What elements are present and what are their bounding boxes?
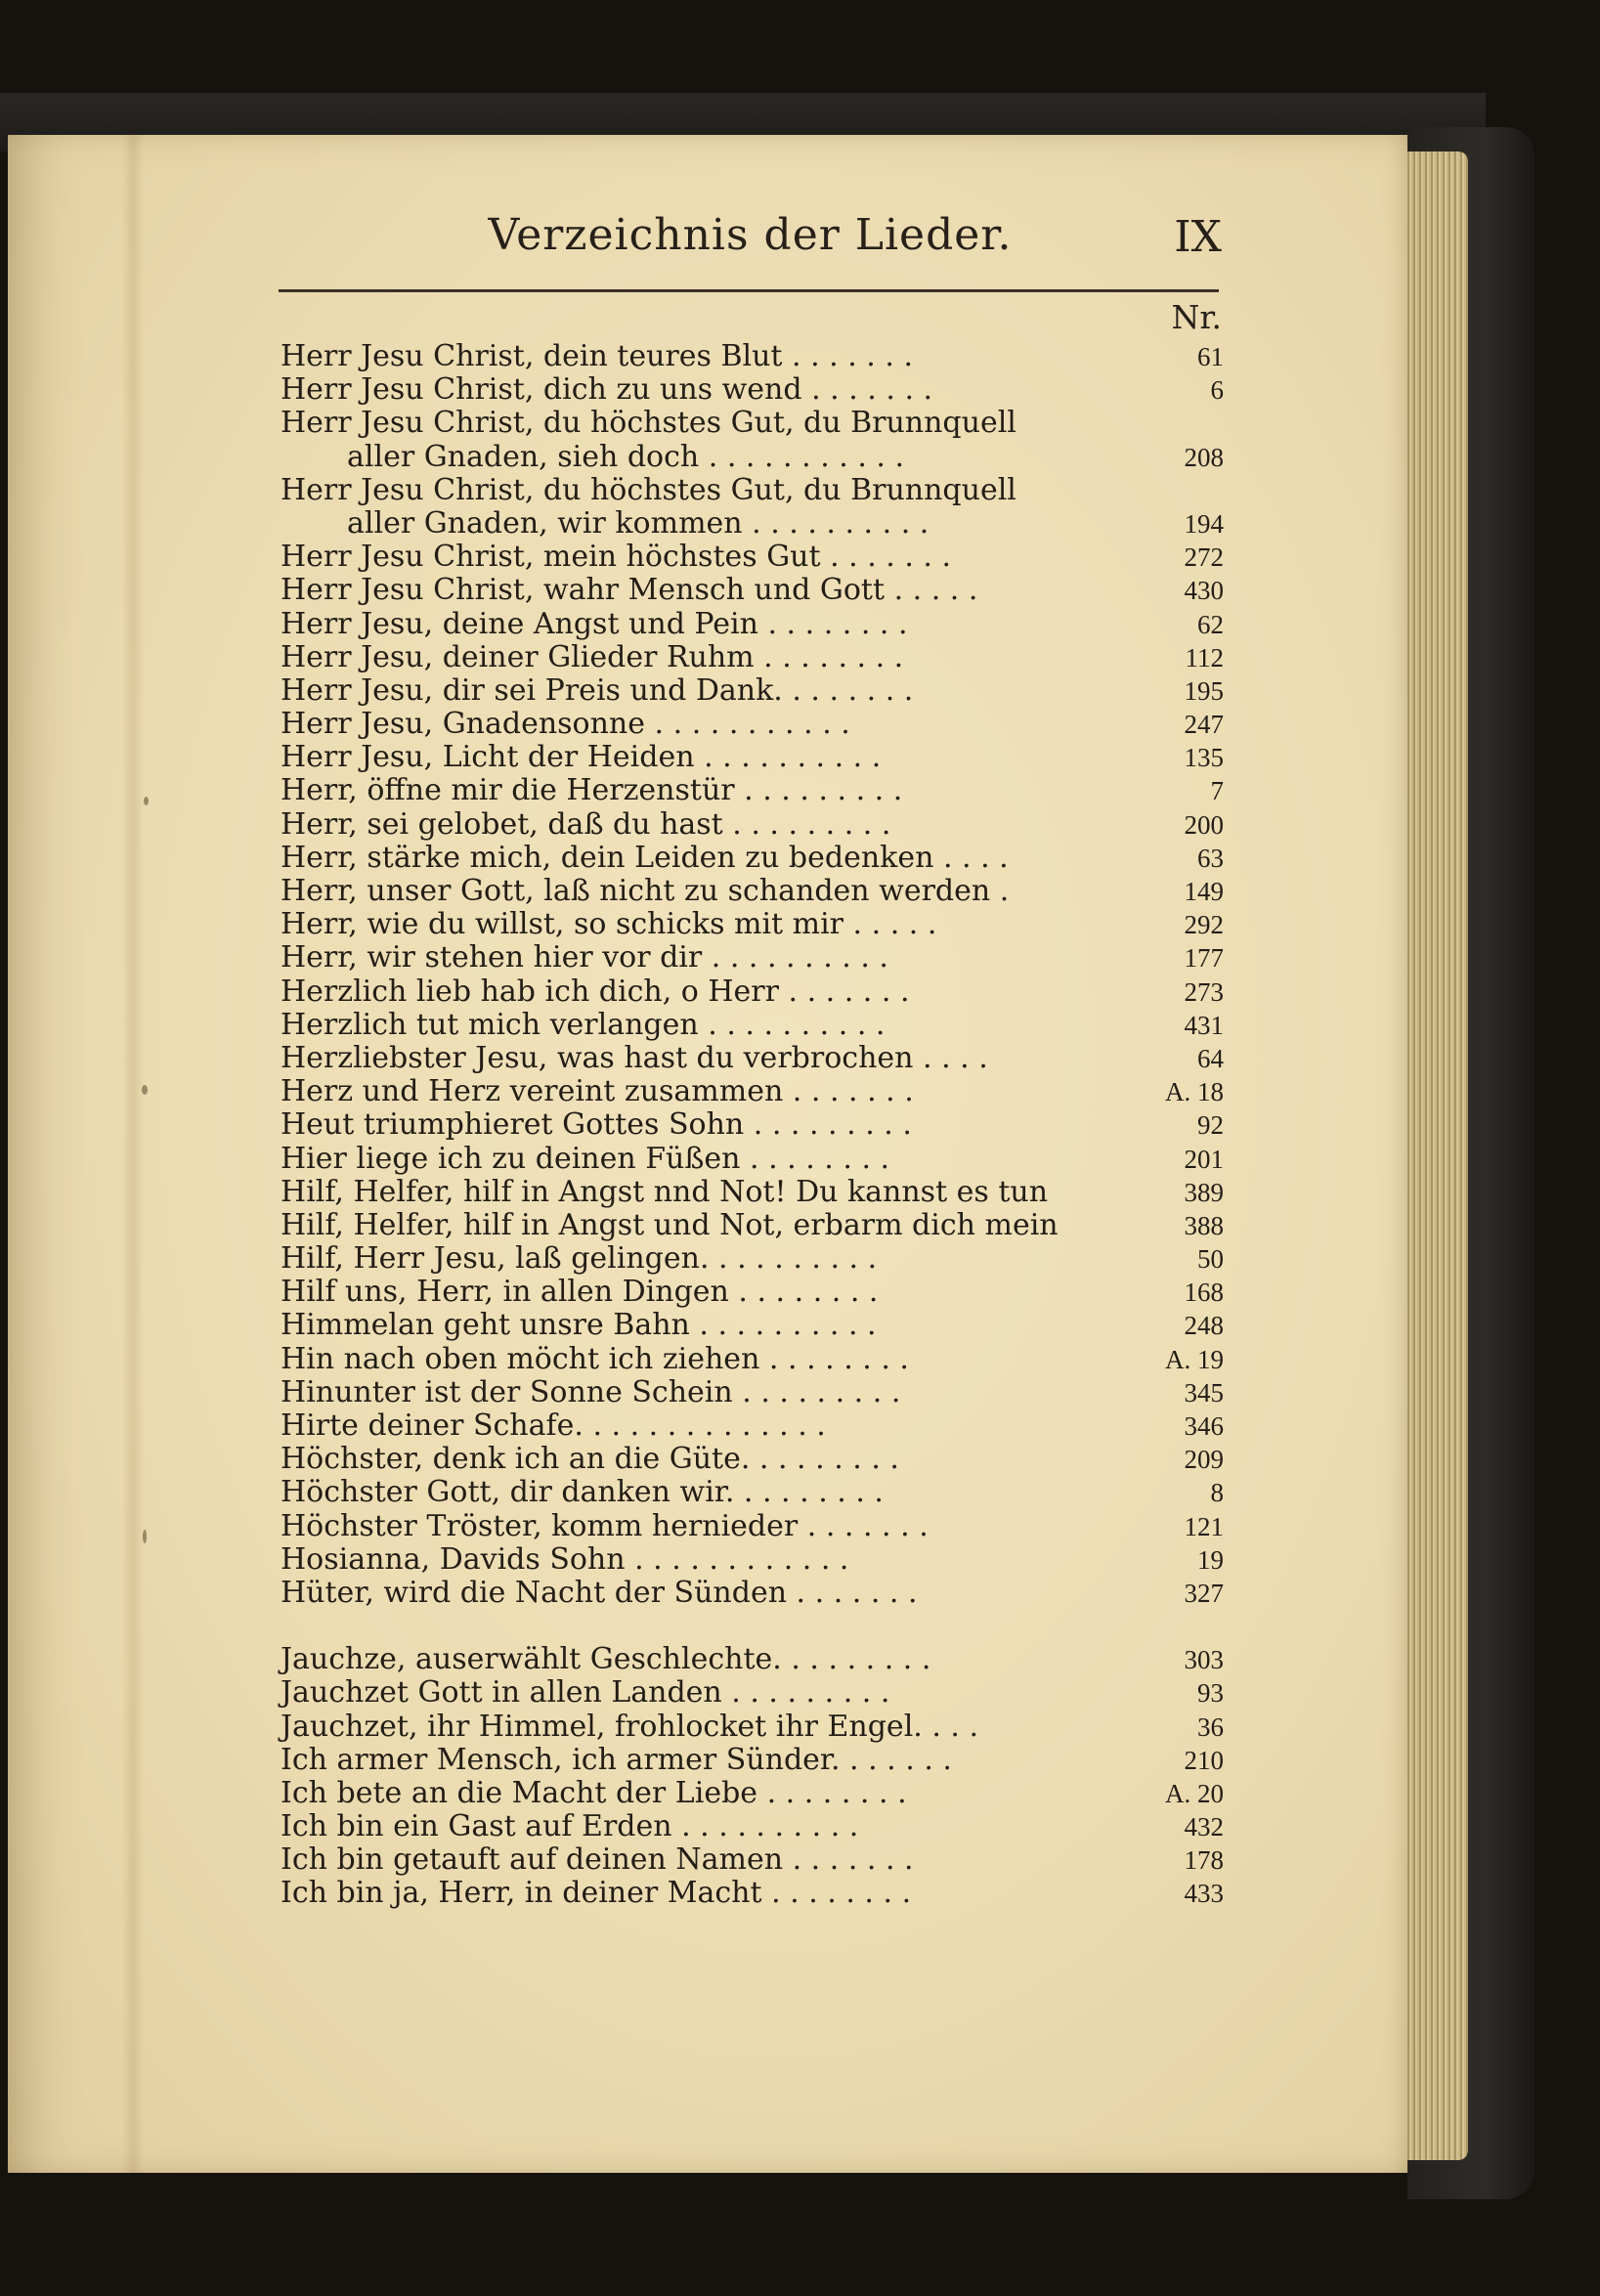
entry-title: Herr, sei gelobet, daß du hast . . . . . . . . . — [281, 806, 891, 842]
index-entry — [281, 1075, 1224, 1108]
entry-number: 430 — [1184, 576, 1224, 606]
index-entry — [281, 875, 1224, 908]
index-entry — [281, 1042, 1224, 1075]
index-entry — [281, 1443, 1224, 1476]
entry-title: Herzlich tut mich verlangen . . . . . . . . . . — [281, 1007, 886, 1042]
entry-title: Himmelan geht unsre Bahn . . . . . . . . . . — [281, 1308, 877, 1343]
entry-number: 201 — [1184, 1144, 1224, 1174]
index-entry — [281, 908, 1224, 941]
entry-number: 327 — [1184, 1578, 1224, 1608]
entry-number: 433 — [1184, 1879, 1224, 1909]
page-edges — [1400, 152, 1468, 2160]
index-entry — [281, 1108, 1224, 1142]
entry-number: 61 — [1197, 342, 1224, 371]
entry-title: Herr Jesu, deiner Glieder Ruhm . . . . . . . . — [281, 639, 904, 674]
entry-number: 210 — [1184, 1745, 1224, 1775]
entry-number: 7 — [1210, 776, 1224, 806]
entry-number: 248 — [1184, 1311, 1224, 1341]
entry-title: Herr, öffne mir die Herzenstür . . . . . . . . . — [281, 773, 903, 808]
index-entry — [281, 1744, 1224, 1777]
entry-number: 194 — [1184, 508, 1224, 539]
entry-number: 200 — [1184, 809, 1224, 840]
entry-title: Hüter, wird die Nacht der Sünden . . . . . . . — [281, 1575, 918, 1610]
entry-title: Herr Jesu, dir sei Preis und Dank. . . . . . . . — [281, 672, 914, 708]
index-entry — [281, 608, 1224, 641]
index-entry — [281, 441, 1224, 474]
number-column-header: Nr. — [1171, 298, 1222, 336]
index-entry — [281, 842, 1224, 875]
entry-title: Herr Jesu Christ, mein höchstes Gut . . . . . . . — [281, 540, 952, 575]
entry-title: Herr, stärke mich, dein Leiden zu bedenken . . . . — [281, 840, 1009, 875]
index-entry — [281, 340, 1224, 373]
entry-number: 272 — [1184, 542, 1224, 573]
index-entry — [281, 474, 1224, 507]
entry-number: 178 — [1184, 1845, 1224, 1876]
entry-number: 50 — [1197, 1244, 1224, 1275]
index-entry — [281, 1176, 1224, 1209]
ink-speck — [143, 1530, 147, 1543]
entry-title: Ich bin ein Gast auf Erden . . . . . . . . . . — [281, 1809, 859, 1844]
index-entry — [281, 574, 1224, 607]
entry-title: Ich bete an die Macht der Liebe . . . . . . . . — [281, 1775, 907, 1810]
entry-number: A. 20 — [1165, 1778, 1224, 1808]
entry-number: 19 — [1197, 1544, 1224, 1575]
entry-title: Hirte deiner Schafe. . . . . . . . . . . . . . — [281, 1408, 826, 1443]
page-title: Verzeichnis der Lieder. — [488, 210, 1013, 260]
entry-number: 6 — [1210, 375, 1224, 406]
index-entry — [281, 1476, 1224, 1509]
entry-number: 63 — [1197, 843, 1224, 873]
page-header — [279, 210, 1222, 288]
index-entry — [281, 1242, 1224, 1276]
index-entry — [281, 1810, 1224, 1843]
entry-title: Herr Jesu, deine Angst und Pein . . . . . . . . — [281, 606, 908, 641]
index-entry — [281, 1543, 1224, 1577]
entry-number: 168 — [1184, 1278, 1224, 1308]
entry-number: 208 — [1184, 442, 1224, 472]
entry-number: 62 — [1197, 609, 1224, 639]
index-entry — [281, 975, 1224, 1009]
index-entry — [281, 1510, 1224, 1543]
index-entry — [281, 1711, 1224, 1744]
entry-title: Herr Jesu, Licht der Heiden . . . . . . . . . . — [281, 740, 882, 775]
entry-title: Herzliebster Jesu, was hast du verbrochen . . . . — [281, 1040, 988, 1075]
entry-title: Herr Jesu Christ, dein teures Blut . . . . . . . — [281, 339, 913, 373]
entry-title: Hin nach oben möcht ich ziehen . . . . . . . . — [281, 1341, 909, 1376]
entry-title: Höchster, denk ich an die Güte. . . . . . . . . — [281, 1442, 899, 1477]
entry-number: 121 — [1184, 1511, 1224, 1541]
entry-number: 93 — [1197, 1678, 1224, 1709]
entry-number: 135 — [1184, 743, 1224, 773]
page-gutter — [122, 135, 144, 2173]
entry-number: 389 — [1184, 1177, 1224, 1207]
index-entry — [281, 1009, 1224, 1042]
entry-title: Jauchzet Gott in allen Landen . . . . . . . . . — [281, 1675, 890, 1711]
entry-title: Höchster Gott, dir danken wir. . . . . . . . . — [281, 1475, 884, 1510]
index-entry — [281, 741, 1224, 774]
entry-number: 431 — [1184, 1010, 1224, 1040]
index-entry — [281, 641, 1224, 674]
entry-number: 345 — [1184, 1377, 1224, 1408]
index-entry — [281, 774, 1224, 807]
entry-title: Herr, unser Gott, laß nicht zu schanden werden . — [281, 874, 1010, 908]
entry-title: Herr Jesu Christ, du höchstes Gut, du Brunnquell — [281, 406, 1016, 441]
index-entry — [281, 1309, 1224, 1342]
index-entry — [281, 1343, 1224, 1376]
entry-number: A. 18 — [1165, 1077, 1224, 1107]
entry-title: Hilf, Herr Jesu, laß gelingen. . . . . . . . . . — [281, 1241, 878, 1277]
index-entry — [281, 1643, 1224, 1676]
entry-number: 273 — [1184, 976, 1224, 1007]
index-entry — [281, 1843, 1224, 1877]
index-entry — [281, 1143, 1224, 1176]
index-entry — [281, 1676, 1224, 1710]
entry-title: Hosianna, Davids Sohn . . . . . . . . . . . . — [281, 1541, 849, 1577]
page-number: IX — [1174, 212, 1222, 262]
index-entry — [281, 507, 1224, 541]
entry-number: 195 — [1184, 675, 1224, 706]
entry-title: Herzlich lieb hab ich dich, o Herr . . . . . . . — [281, 974, 910, 1009]
entry-title: Jauchze, auserwählt Geschlechte. . . . . . . . . — [281, 1642, 931, 1677]
entry-title: Hilf, Helfer, hilf in Angst nnd Not! Du kannst es tun — [281, 1174, 1049, 1209]
index-entry — [281, 674, 1224, 708]
index-entry — [281, 1276, 1224, 1309]
entry-title: Ich armer Mensch, ich armer Sünder. . . . . . . — [281, 1742, 952, 1777]
entry-number: 346 — [1184, 1411, 1224, 1441]
index-entry — [281, 373, 1224, 407]
entry-number: 177 — [1184, 943, 1224, 974]
ink-speck — [142, 1085, 148, 1095]
entry-number: 388 — [1184, 1210, 1224, 1240]
header-rule — [279, 289, 1219, 292]
entry-title: Jauchzet, ihr Himmel, frohlocket ihr Engel. . . . — [281, 1709, 979, 1744]
entry-number: 292 — [1184, 910, 1224, 940]
index-entry — [281, 808, 1224, 842]
entry-number: 209 — [1184, 1445, 1224, 1475]
entry-title: Hinunter ist der Sonne Schein . . . . . . . . . — [281, 1374, 901, 1409]
entry-title: Herr, wie du willst, so schicks mit mir . . . . . — [281, 907, 937, 942]
index-entry — [281, 1209, 1224, 1242]
index-entry — [281, 1409, 1224, 1443]
entry-title: Höchster Tröster, komm hernieder . . . . . . . — [281, 1508, 929, 1543]
index-entry — [281, 407, 1224, 440]
entry-title: Herr Jesu Christ, du höchstes Gut, du Brunnquell — [281, 472, 1016, 507]
entry-number: 432 — [1184, 1812, 1224, 1842]
entry-number: 149 — [1184, 877, 1224, 906]
entry-number: 92 — [1197, 1110, 1224, 1141]
entry-number: 8 — [1210, 1478, 1224, 1508]
entry-title: Herr Jesu, Gnadensonne . . . . . . . . . . . — [281, 707, 850, 742]
index-entry — [281, 1777, 1224, 1810]
entry-title: Herr, wir stehen hier vor dir . . . . . . . . . . — [281, 940, 888, 975]
entry-title: Hilf uns, Herr, in allen Dingen . . . . . . . . — [281, 1275, 879, 1310]
entry-title: Hier liege ich zu deinen Füßen . . . . . . . . — [281, 1141, 890, 1176]
entry-title: Herr Jesu Christ, wahr Mensch und Gott . . . . . — [281, 573, 978, 608]
index-entry — [281, 708, 1224, 741]
entry-number: A. 19 — [1165, 1344, 1224, 1374]
hymn-index-list — [281, 340, 1224, 1911]
entry-title: Herz und Herz vereint zusammen . . . . . . . — [281, 1074, 914, 1109]
entry-title: aller Gnaden, wir kommen . . . . . . . . . . — [347, 505, 930, 541]
entry-title: aller Gnaden, sieh doch . . . . . . . . . . . — [347, 439, 905, 474]
entry-number: 64 — [1197, 1043, 1224, 1073]
entry-title: Ich bin getauft auf deinen Namen . . . . . . . — [281, 1842, 914, 1878]
ink-speck — [144, 797, 149, 805]
entry-number: 36 — [1197, 1711, 1224, 1742]
entry-title: Ich bin ja, Herr, in deiner Macht . . . . . . . . — [281, 1876, 912, 1911]
index-entry — [281, 1376, 1224, 1409]
entry-title: Heut triumphieret Gottes Sohn . . . . . . . . . — [281, 1107, 912, 1143]
entry-number: 303 — [1184, 1645, 1224, 1675]
index-entry — [281, 541, 1224, 574]
entry-number: 247 — [1184, 710, 1224, 740]
index-entry — [281, 941, 1224, 975]
index-entry — [281, 1577, 1224, 1610]
entry-number: 112 — [1185, 642, 1224, 672]
entry-title: Herr Jesu Christ, dich zu uns wend . . . . . . . — [281, 372, 933, 408]
index-entry — [281, 1877, 1224, 1910]
entry-title: Hilf, Helfer, hilf in Angst und Not, erbarm dich mein — [281, 1207, 1059, 1242]
